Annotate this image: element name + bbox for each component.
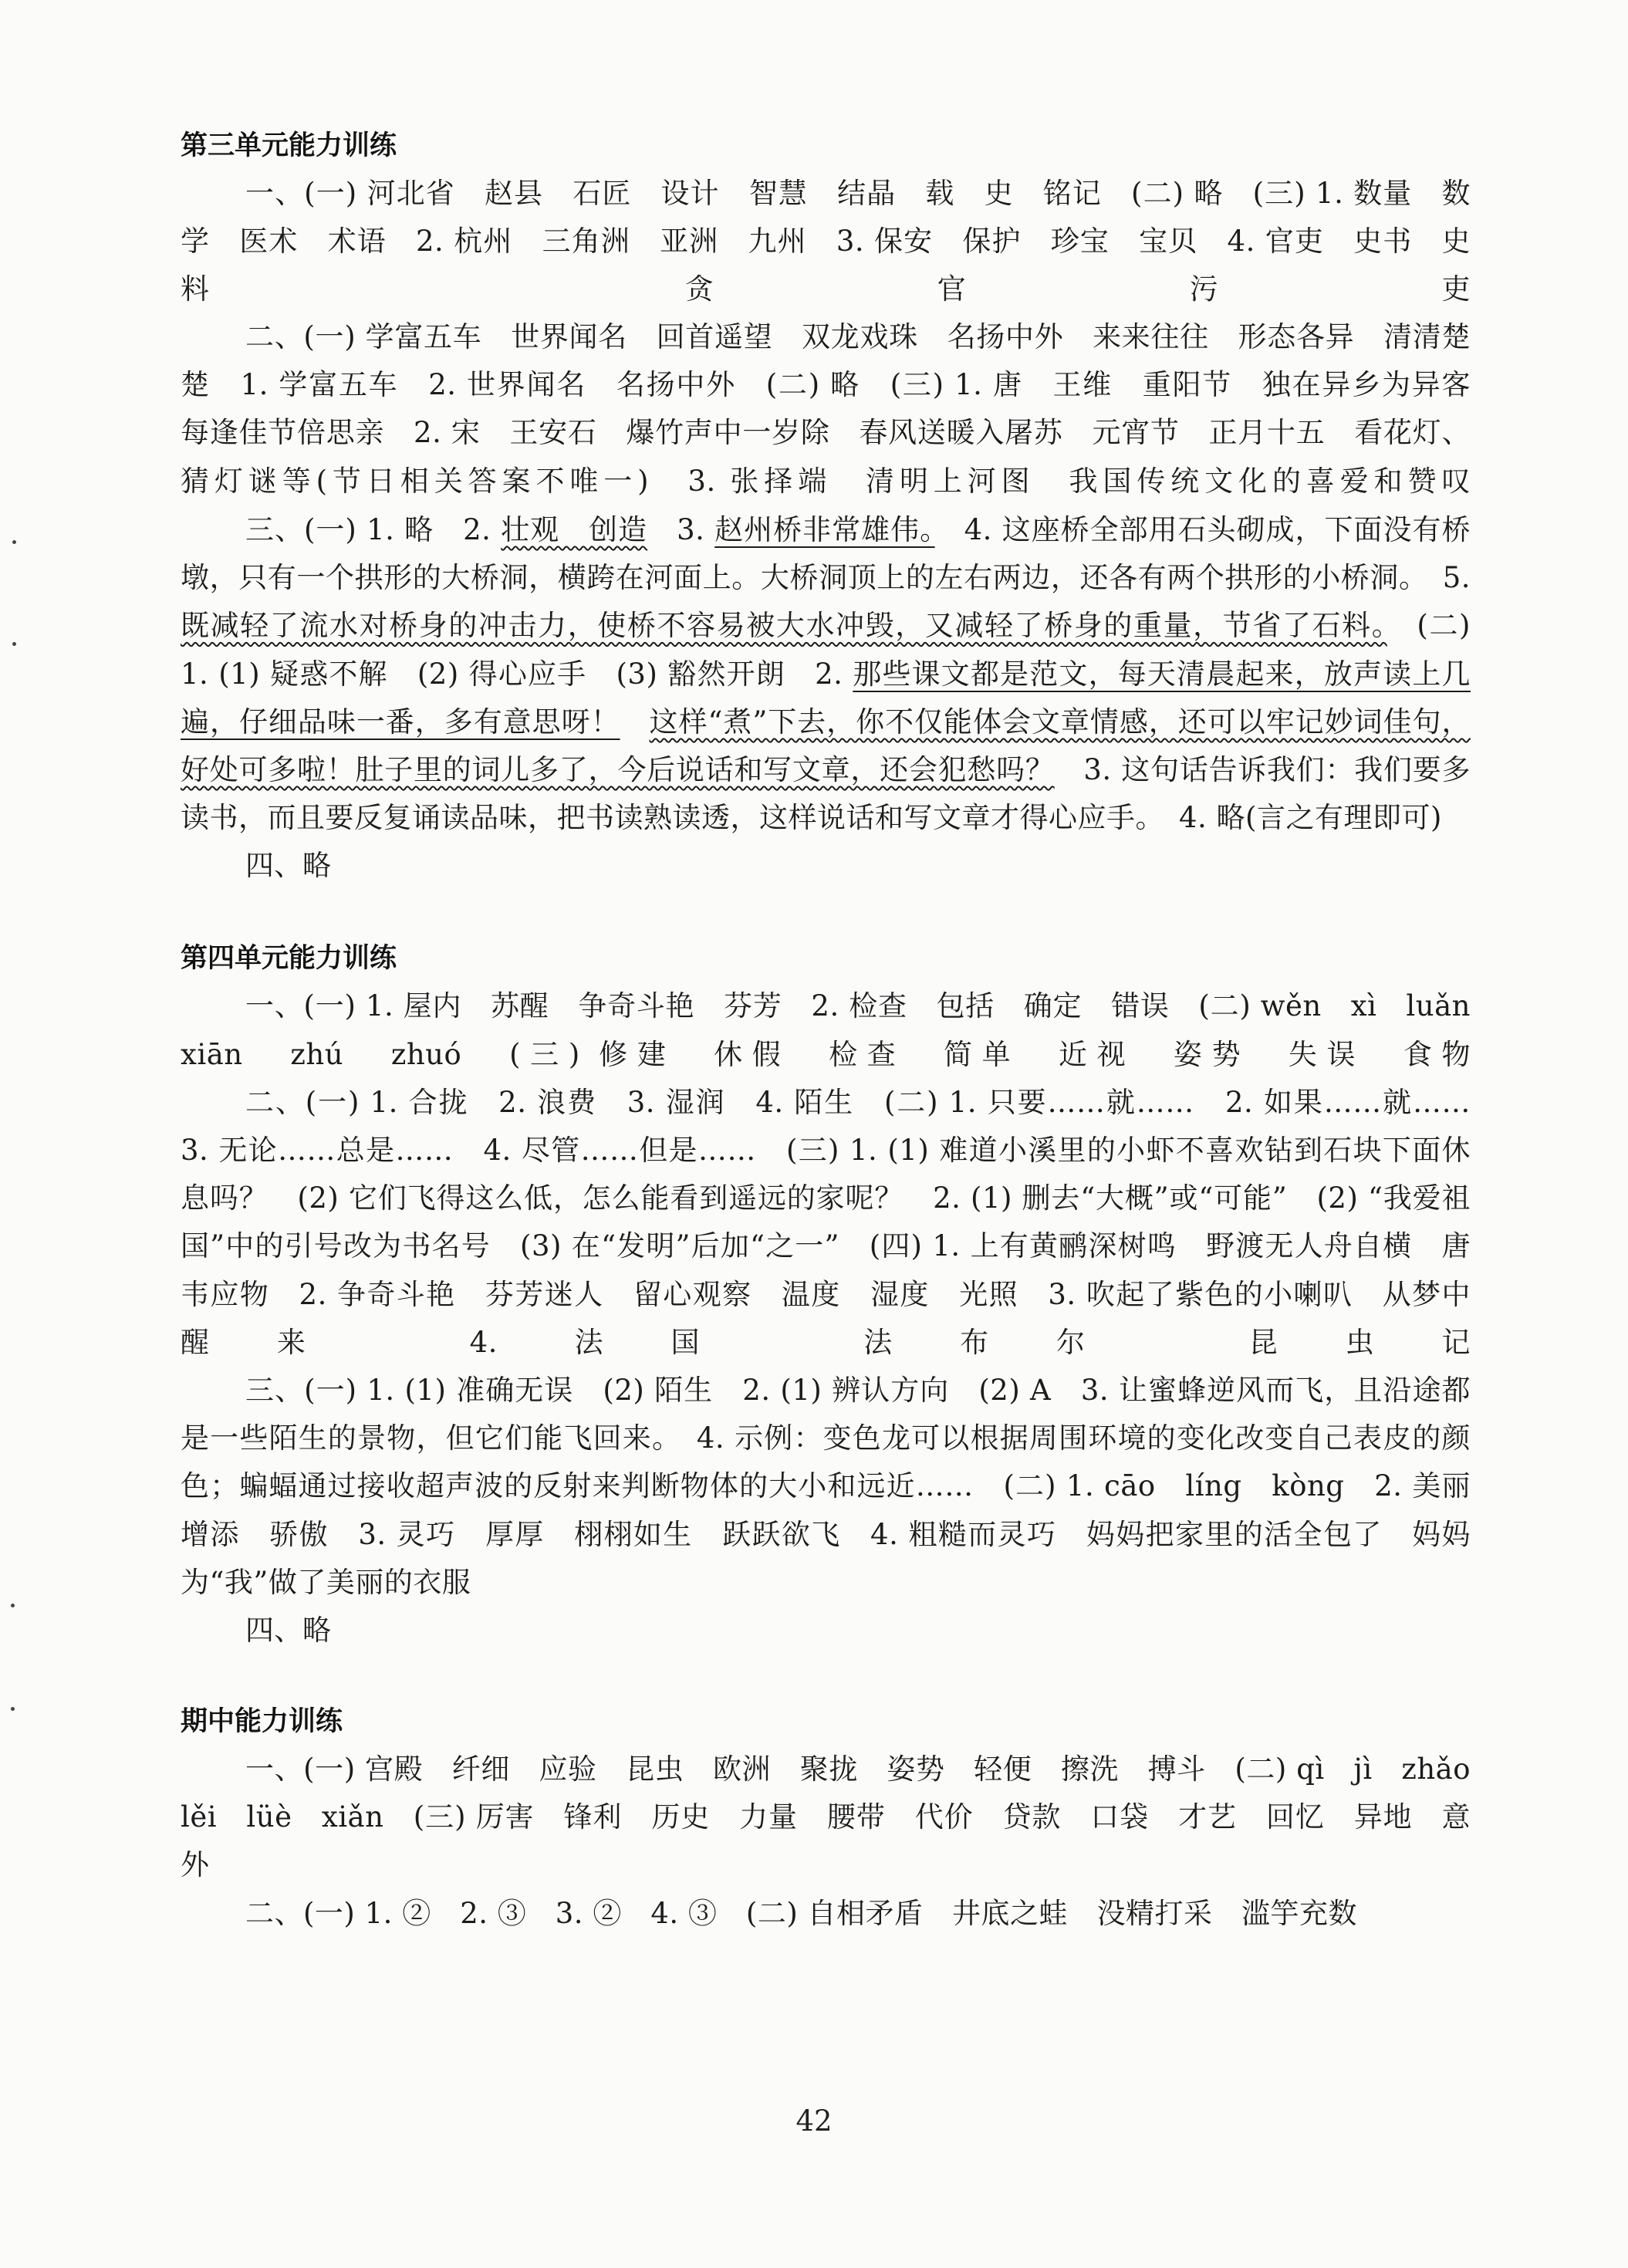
unit3-part4: 四、略 xyxy=(245,849,331,883)
unit3-part3-underline-2: 那些课文都是范文，每天清晨起来，放声读上几遍，仔细品味一番，多有意思呀！ xyxy=(181,657,1471,739)
midterm-part1: 一、(一) 宫殿 纤细 应验 昆虫 欧洲 聚拢 姿势 轻便 擦洗 搏斗 (二) qì jì zhǎo lěi lüè xiǎn (三) 厉害 锋利 历史 力量 腰带 代价 贷款 口袋 才艺 回忆 异地 意外 xyxy=(181,1753,1500,1882)
page-number: 42 xyxy=(795,2104,833,2138)
unit3-part3-underline-wavy-3: 这样“煮”下去，你不仅能体会文章情感，还可以牢记妙词佳句，好处可多啦！肚子里的词儿多了，今后说话和写文章，还会犯愁吗？ xyxy=(181,705,1471,787)
answer-page xyxy=(181,122,1500,1938)
unit3-part3-g: 5. xyxy=(1414,561,1471,595)
unit3-title: 第三单元能力训练 xyxy=(181,130,397,161)
unit4-part1: 一、(一) 1. 屋内 苏醒 争奇斗艳 芬芳 2. 检查 包括 确定 错误 (二) wěn xì luǎn xiān zhú zhuó (三) 修建 休假 检查 简单 近视 姿势 失误 食物 xyxy=(181,989,1500,1071)
unit3-part1: 一、(一) 河北省 赵县 石匠 设计 智慧 结晶 载 史 铭记 (二) 略 (三) 1. 数量 数学 医术 术语 2. 杭州 三角洲 亚洲 九州 3. 保安 保护 珍宝 宝贝 4. 官吏 史书 史料 贪官污吏 xyxy=(181,177,1471,306)
unit3-part3-m: 3. 这句话告诉我们：我们要多读书，而且要反复诵读品味，把书读熟读透，这样说话和写文章才得心应手。 4. 略(言之有理即可) xyxy=(181,753,1471,835)
unit3-part3-underline-wavy-1: 壮观 创造 xyxy=(501,513,648,546)
unit3-part3-i: (二) 1. (1) 疑惑不解 (2) 得心应手 (3) 豁然开朗 2. xyxy=(181,609,1471,691)
unit3-part3-c: 3. xyxy=(647,513,715,546)
unit4-title: 第四单元能力训练 xyxy=(181,943,397,975)
unit3-part2: 二、(一) 学富五车 世界闻名 回首遥望 双龙戏珠 名扬中外 来来往往 形态各异 清清楚楚 1. 学富五车 2. 世界闻名 名扬中外 (二) 略 (三) 1. 唐 王维 重阳节 独在异乡为异客 每逢佳节倍思亲 2. 宋 王安石 爆竹声中一岁除 春风送暖入屠苏 元宵节 正月十五 看花灯、猜灯谜等(节日相关答案不唯一) 3. 张择端 清明上河图 我国传统文化的喜爱和赞叹 xyxy=(181,320,1500,498)
midterm-section xyxy=(181,1698,1500,1938)
unit4-part3: 三、(一) 1. (1) 准确无误 (2) 陌生 2. (1) 辨认方向 (2) A 3. 让蜜蜂逆风而飞，且沿途都是一些陌生的景物，但它们能飞回来。 4. 示例：变色龙可以根据周围环境的变化改变自己表皮的颜色；蝙蝠通过接收超声波的反射来判断物体的大小和远近…… (二) 1. cāo líng kòng 2. 美丽 增添 骄傲 3. 灵巧 厚厚 栩栩如生 跃跃欲飞 4. 粗糙而灵巧 妈妈把家里的活全包了 妈妈为“我”做了美丽的衣服 xyxy=(181,1374,1500,1599)
scan-mark xyxy=(11,1604,15,1607)
unit3-part3-a: 三、(一) 1. 略 2. xyxy=(245,513,502,546)
scan-mark xyxy=(11,1707,15,1711)
unit4-part2: 二、(一) 1. 合拢 2. 浪费 3. 湿润 4. 陌生 (二) 1. 只要……就…… 2. 如果……就…… 3. 无论……总是…… 4. 尽管……但是…… (三) 1. (1) 难道小溪里的小虾不喜欢钻到石块下面休息吗？ (2) 它们飞得这么低，怎么能看到遥远的家呢？ 2. (1) 删去“大概”或“可能” (2) “我爱祖国”中的引号改为书名号 (3) 在“发明”后加“之一” (四) 1. 上有黄鹂深树鸣 野渡无人舟自横 唐 韦应物 2. 争奇斗艳 芬芳迷人 留心观察 温度 湿度 光照 3. 吹起了紫色的小喇叭 从梦中醒来 4. 法国 法布尔 昆虫记 xyxy=(181,1085,1500,1359)
scan-mark xyxy=(12,642,16,646)
unit3-part3-k xyxy=(620,705,650,739)
unit3-part3-underline-wavy-2: 既减轻了流水对桥身的冲击力，使桥不容易被大水冲毁，又减轻了桥身的重量，节省了石料。 xyxy=(181,609,1387,643)
scan-mark xyxy=(12,540,16,544)
unit3-part3-underline-1: 赵州桥非常雄伟。 xyxy=(714,513,935,546)
unit4-section xyxy=(181,935,1500,1655)
unit3-part3-f: 这座桥全部用石头砌成，下面没有桥墩，只有一个拱形的大桥洞，横跨在河面上。大桥洞顶上的左右两边，还各有两个拱形的小桥洞。 xyxy=(181,513,1471,595)
unit3-part3-e: 4. xyxy=(934,513,1002,546)
unit3-section xyxy=(181,122,1500,890)
unit4-part4: 四、略 xyxy=(245,1614,331,1648)
unit3-part3 xyxy=(181,506,1471,842)
midterm-part2: 二、(一) 1. ② 2. ③ 3. ② 4. ③ (二) 自相矛盾 井底之蛙 没精打采 滥竽充数 xyxy=(245,1896,1358,1930)
midterm-title: 期中能力训练 xyxy=(181,1706,343,1738)
